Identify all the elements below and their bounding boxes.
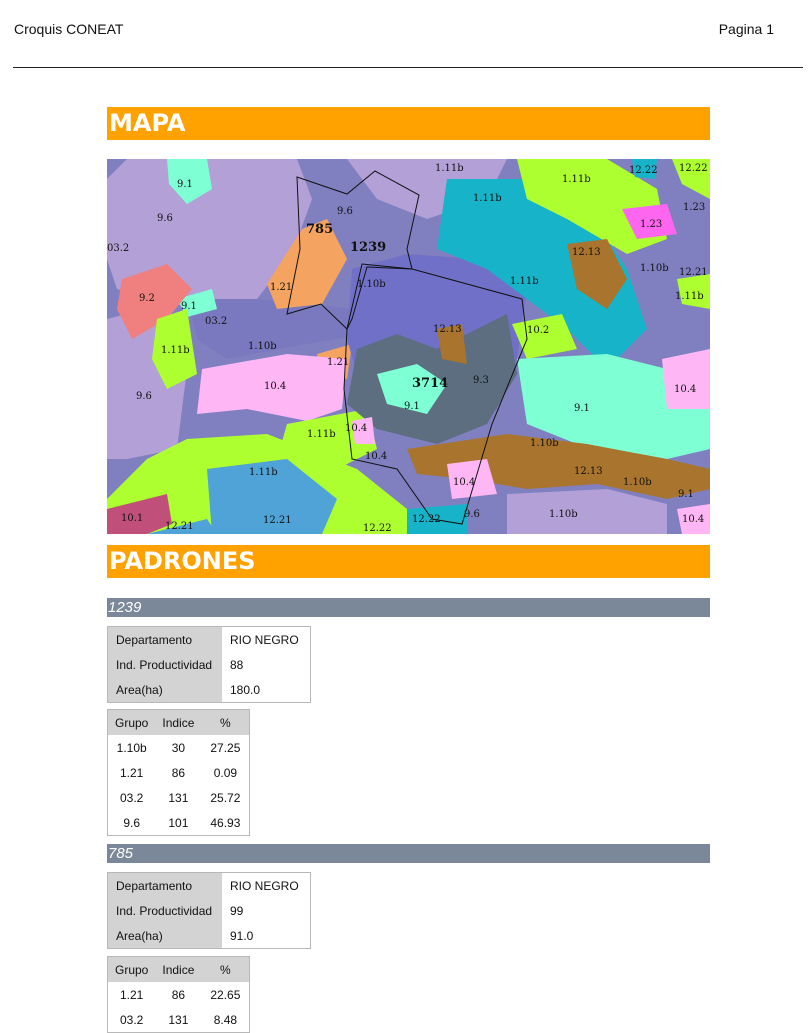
map-label: 1.10b <box>640 263 669 274</box>
table-row <box>108 982 250 1007</box>
map-label: 12.13 <box>574 466 603 477</box>
info-value: RIO NEGRO <box>222 873 311 899</box>
table-cell: 8.48 <box>201 1007 250 1033</box>
map-label: 1.11b <box>562 174 591 185</box>
page-number: Pagina 1 <box>718 21 774 37</box>
table-cell: 131 <box>155 1007 201 1033</box>
grupo-table <box>107 709 250 836</box>
map-label: 1.11b <box>435 163 464 174</box>
info-value: RIO NEGRO <box>222 627 311 653</box>
map-label: 10.4 <box>264 381 287 392</box>
map-label: 9.6 <box>464 509 480 520</box>
map-label: 1.23 <box>683 202 706 213</box>
table-row <box>108 760 250 785</box>
table-cell: 1.21 <box>108 760 156 785</box>
map-label: 1.23 <box>640 219 663 230</box>
section-title-padrones: PADRONES <box>107 545 710 578</box>
table-cell: 86 <box>155 982 201 1007</box>
table-cell: 9.6 <box>108 810 156 836</box>
map-label: 10.1 <box>121 513 144 524</box>
table-row <box>108 898 311 923</box>
table-cell: 22.65 <box>201 982 250 1007</box>
map-label: 9.1 <box>404 401 420 412</box>
table-cell: 46.93 <box>201 810 250 836</box>
table-row <box>108 923 311 949</box>
map-label: 785 <box>306 222 334 237</box>
map-label: 12.21 <box>679 267 708 278</box>
map-label: 12.22 <box>363 523 392 534</box>
info-key: Ind. Productividad <box>108 898 223 923</box>
map-label: 1.10b <box>549 509 578 520</box>
table-row <box>108 677 311 703</box>
table-row <box>108 652 311 677</box>
map-label: 10.2 <box>527 325 550 336</box>
info-value: 180.0 <box>222 677 311 703</box>
map-label: 1.21 <box>327 357 350 368</box>
coneat-map <box>107 159 710 534</box>
map-label: 1.21 <box>270 282 293 293</box>
info-value: 88 <box>222 652 311 677</box>
map-label: 9.1 <box>574 403 590 414</box>
map-label: 12.22 <box>412 514 441 525</box>
table-row <box>108 1007 250 1033</box>
table-cell: 86 <box>155 760 201 785</box>
info-key: Departamento <box>108 873 223 899</box>
padron-info-table <box>107 872 311 949</box>
table-cell: 1.21 <box>108 982 156 1007</box>
info-key: Departamento <box>108 627 223 653</box>
info-value: 99 <box>222 898 311 923</box>
map-label: 9.6 <box>157 213 173 224</box>
info-key: Area(ha) <box>108 677 223 703</box>
grupo-table <box>107 956 250 1033</box>
info-key: Area(ha) <box>108 923 223 949</box>
padron-info-table <box>107 626 311 703</box>
map-label: 9.1 <box>181 301 197 312</box>
table-row <box>108 810 250 836</box>
map-label: 1.11b <box>510 276 539 287</box>
table-cell: 25.72 <box>201 785 250 810</box>
table-cell: 131 <box>155 785 201 810</box>
map-label: 12.13 <box>572 247 601 258</box>
map-label: 12.21 <box>263 515 292 526</box>
map-label: 12.22 <box>679 163 708 174</box>
info-key: Ind. Productividad <box>108 652 223 677</box>
table-cell: 101 <box>155 810 201 836</box>
table-header-row <box>108 957 250 983</box>
table-cell: 27.25 <box>201 735 250 760</box>
padron-header: 785 <box>107 844 710 863</box>
map-label: 9.2 <box>139 293 155 304</box>
map-label: 03.2 <box>205 316 228 327</box>
map-label: 10.4 <box>674 384 697 395</box>
column-header: Grupo <box>108 957 156 983</box>
map-label: 1.11b <box>473 193 502 204</box>
map-label: 1239 <box>350 240 387 255</box>
header-divider <box>13 67 803 68</box>
map-label: 9.6 <box>337 206 353 217</box>
page-header-title: Croquis CONEAT <box>14 21 124 37</box>
column-header: Indice <box>155 710 201 736</box>
map-label: 10.4 <box>453 477 476 488</box>
map-label: 12.22 <box>629 165 658 176</box>
map-label: 9.6 <box>136 391 152 402</box>
map-label: 10.4 <box>365 451 388 462</box>
map-label: 1.10b <box>357 279 386 290</box>
map-label: 10.4 <box>682 514 705 525</box>
table-cell: 03.2 <box>108 785 156 810</box>
table-cell: 03.2 <box>108 1007 156 1033</box>
table-cell: 30 <box>155 735 201 760</box>
map-label: 1.11b <box>307 429 336 440</box>
map-label: 9.3 <box>473 375 489 386</box>
table-row <box>108 873 311 899</box>
column-header: % <box>201 710 250 736</box>
map-label: 03.2 <box>107 243 130 254</box>
table-row <box>108 735 250 760</box>
map-label: 1.11b <box>161 345 190 356</box>
table-cell: 1.10b <box>108 735 156 760</box>
map-label: 9.1 <box>678 489 694 500</box>
padron-header: 1239 <box>107 598 710 617</box>
table-row <box>108 627 311 653</box>
map-label: 1.11b <box>249 467 278 478</box>
section-title-mapa: MAPA <box>107 107 710 140</box>
column-header: Grupo <box>108 710 156 736</box>
map-label: 3714 <box>412 376 449 391</box>
map-label: 1.10b <box>530 438 559 449</box>
map-label: 1.10b <box>623 477 652 488</box>
table-cell: 0.09 <box>201 760 250 785</box>
map-label: 12.13 <box>433 324 462 335</box>
column-header: % <box>201 957 250 983</box>
map-label: 1.11b <box>675 291 704 302</box>
map-canvas <box>107 159 710 534</box>
column-header: Indice <box>155 957 201 983</box>
map-label: 9.1 <box>177 179 193 190</box>
map-label: 10.4 <box>345 423 368 434</box>
info-value: 91.0 <box>222 923 311 949</box>
map-label: 12.21 <box>165 521 194 532</box>
map-label: 1.10b <box>248 341 277 352</box>
table-row <box>108 785 250 810</box>
table-header-row <box>108 710 250 736</box>
